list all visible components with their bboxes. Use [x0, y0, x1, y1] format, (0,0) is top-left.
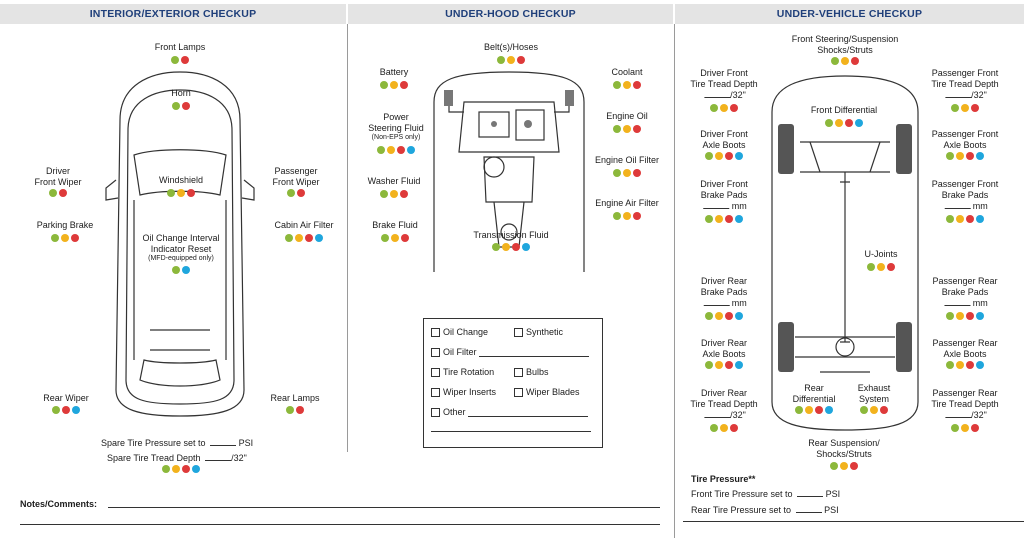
coolant-label: Coolant: [611, 67, 643, 77]
power-steering-label: Power Steering Fluid: [368, 112, 424, 133]
passenger-rear-tread-indicator: [951, 424, 979, 432]
header-interior: INTERIOR/EXTERIOR CHECKUP: [0, 4, 346, 24]
transmission-fluid-label: Transmission Fluid: [473, 230, 549, 240]
horn-label: Horn: [171, 88, 191, 98]
driver-front-tread-label: Driver Front Tire Tread Depth /32": [690, 68, 758, 100]
driver-front-boots-label: Driver Front Axle Boots: [700, 129, 748, 150]
power-steering-indicator: [377, 146, 415, 154]
passenger-front-tread-label: Passenger Front Tire Tread Depth /32": [931, 68, 999, 100]
oil-filter-checkbox[interactable]: Oil Filter: [431, 347, 589, 357]
u-joints-indicator: [867, 263, 895, 271]
rear-wiper-label: Rear Wiper: [43, 393, 89, 403]
section-divider: [683, 521, 1024, 522]
power-steering-note: (Non-EPS only): [371, 134, 421, 141]
battery-indicator: [380, 81, 408, 89]
passenger-rear-boots-label: Passenger Rear Axle Boots: [932, 338, 998, 359]
exhaust-system-indicator: [860, 406, 888, 414]
driver-wiper-indicator: [49, 189, 67, 197]
front-steering-label: Front Steering/Suspension Shocks/Struts: [791, 34, 899, 55]
front-lamps-label: Front Lamps: [154, 42, 206, 52]
rear-lamps-label: Rear Lamps: [270, 393, 320, 403]
passenger-front-boots-indicator: [946, 152, 984, 160]
engine-bay-illustration: [424, 62, 594, 272]
brake-fluid-indicator: [381, 234, 409, 242]
driver-rear-pads-label: Driver Rear Brake Pads mm: [700, 276, 748, 308]
engine-oil-indicator: [613, 125, 641, 133]
notes-line[interactable]: [108, 507, 660, 508]
engine-air-filter-indicator: [613, 212, 641, 220]
exhaust-system-label: Exhaust System: [857, 383, 891, 404]
front-lamps-indicator: [171, 56, 189, 64]
passenger-wiper-indicator: [287, 189, 305, 197]
passenger-front-boots-label: Passenger Front Axle Boots: [931, 129, 999, 150]
transmission-fluid-indicator: [492, 243, 530, 251]
driver-front-pads-indicator: [705, 215, 743, 223]
u-joints-label: U-Joints: [864, 249, 898, 259]
oil-change-checkbox[interactable]: Oil Change: [431, 327, 488, 337]
cabin-air-filter-indicator: [285, 234, 323, 242]
oil-change-reset-indicator: [172, 266, 190, 274]
parking-brake-indicator: [51, 234, 79, 242]
spare-tire-pressure-line: Spare Tire Pressure set to PSI: [101, 438, 254, 448]
front-differential-indicator: [825, 119, 863, 127]
passenger-rear-pads-indicator: [946, 312, 984, 320]
rear-suspension-indicator: [830, 462, 858, 470]
header-under-vehicle: UNDER-VEHICLE CHECKUP: [675, 4, 1024, 24]
oil-change-reset-label: Oil Change Interval Indicator Reset: [142, 233, 220, 254]
engine-air-filter-label: Engine Air Filter: [595, 198, 659, 208]
driver-wiper-label: Driver Front Wiper: [34, 166, 82, 187]
spare-tire-indicator: [162, 465, 200, 473]
rear-suspension-label: Rear Suspension/ Shocks/Struts: [808, 438, 880, 459]
driver-front-boots-indicator: [705, 152, 743, 160]
horn-indicator: [172, 102, 190, 110]
passenger-wiper-label: Passenger Front Wiper: [272, 166, 320, 187]
washer-fluid-indicator: [380, 190, 408, 198]
engine-oil-filter-label: Engine Oil Filter: [594, 155, 660, 165]
belts-hoses-label: Belt(s)/Hoses: [483, 42, 539, 52]
driver-rear-pads-indicator: [705, 312, 743, 320]
belts-hoses-indicator: [497, 56, 525, 64]
driver-front-tread-indicator: [710, 104, 738, 112]
synthetic-checkbox[interactable]: Synthetic: [514, 327, 563, 337]
header-under-hood: UNDER-HOOD CHECKUP: [348, 4, 673, 24]
tire-pressure-heading: Tire Pressure**: [691, 474, 756, 484]
driver-rear-tread-indicator: [710, 424, 738, 432]
front-tire-pressure-line: Front Tire Pressure set to PSI: [691, 489, 841, 499]
front-steering-indicator: [831, 57, 859, 65]
rear-tire-pressure-line: Rear Tire Pressure set to PSI: [691, 505, 839, 515]
driver-rear-boots-indicator: [705, 361, 743, 369]
windshield-indicator: [167, 189, 195, 197]
wiper-blades-checkbox[interactable]: Wiper Blades: [514, 387, 580, 397]
passenger-rear-tread-label: Passenger Rear Tire Tread Depth /32": [931, 388, 999, 420]
oil-change-reset-note: (MFD-equipped only): [148, 255, 214, 262]
other-checkbox[interactable]: Other: [431, 407, 588, 417]
column-divider: [674, 24, 675, 538]
passenger-rear-boots-indicator: [946, 361, 984, 369]
passenger-front-tread-indicator: [951, 104, 979, 112]
washer-fluid-label: Washer Fluid: [367, 176, 421, 186]
spare-tire-tread-line: Spare Tire Tread Depth /32": [107, 453, 247, 463]
wiper-inserts-checkbox[interactable]: Wiper Inserts: [431, 387, 496, 397]
cabin-air-filter-label: Cabin Air Filter: [274, 220, 334, 230]
column-divider: [347, 24, 348, 452]
passenger-rear-pads-label: Passenger Rear Brake Pads mm: [932, 276, 998, 308]
engine-oil-label: Engine Oil: [606, 111, 648, 121]
passenger-front-pads-label: Passenger Front Brake Pads mm: [931, 179, 999, 211]
passenger-front-pads-indicator: [946, 215, 984, 223]
windshield-label: Windshield: [158, 175, 204, 185]
notes-line[interactable]: [20, 524, 660, 525]
driver-rear-boots-label: Driver Rear Axle Boots: [700, 338, 748, 359]
front-differential-label: Front Differential: [810, 105, 878, 115]
notes-label: Notes/Comments:: [20, 499, 98, 509]
parking-brake-label: Parking Brake: [36, 220, 94, 230]
other-extra-line[interactable]: [431, 431, 591, 432]
bulbs-checkbox[interactable]: Bulbs: [514, 367, 549, 377]
rear-differential-label: Rear Differential: [792, 383, 836, 404]
battery-label: Battery: [379, 67, 409, 77]
rear-lamps-indicator: [286, 406, 304, 414]
rear-wiper-indicator: [52, 406, 80, 414]
tire-rotation-checkbox[interactable]: Tire Rotation: [431, 367, 494, 377]
driver-front-pads-label: Driver Front Brake Pads mm: [700, 179, 748, 211]
driver-rear-tread-label: Driver Rear Tire Tread Depth /32": [690, 388, 758, 420]
coolant-indicator: [613, 81, 641, 89]
rear-differential-indicator: [795, 406, 833, 414]
brake-fluid-label: Brake Fluid: [372, 220, 418, 230]
service-checklist-box: [423, 318, 603, 448]
engine-oil-filter-indicator: [613, 169, 641, 177]
